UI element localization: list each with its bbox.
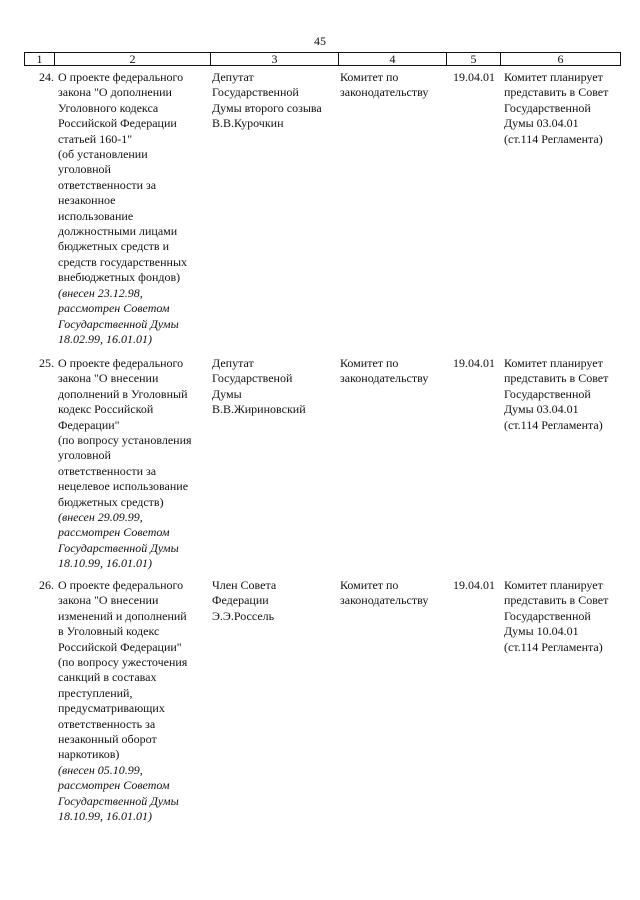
column-header-5: 5: [447, 53, 501, 66]
bill-title-line: Российской Федерации: [58, 116, 177, 131]
column-header-6: 6: [501, 53, 621, 66]
bill-history-note: Государственной Думы: [58, 793, 179, 808]
bill-history-note: рассмотрен Советом: [58, 778, 170, 793]
bill-author-line: Федерации: [212, 593, 269, 608]
column-header-table: [24, 52, 621, 66]
bill-title-line: кодекс Российской: [58, 402, 154, 417]
column-header-4: 4: [339, 53, 447, 66]
bill-title-line: внебюджетных фондов): [58, 270, 181, 285]
bill-history-note: рассмотрен Советом: [58, 525, 170, 540]
responsible-committee: [340, 70, 445, 101]
bill-author-line: Думы второго созыва: [212, 100, 322, 115]
status-line: Думы 03.04.01: [504, 116, 579, 131]
bill-author-line: Депутат: [212, 356, 254, 370]
bill-title-line: ответственности за: [58, 463, 157, 478]
bill-title-line: бюджетных средств): [58, 494, 164, 509]
bill-history-note: (внесен 23.12.98,: [58, 285, 143, 300]
bill-title: [58, 70, 208, 347]
bill-title-line: Российской Федерации": [58, 639, 182, 654]
row-number: 26.: [39, 578, 54, 592]
bill-author: [212, 578, 337, 624]
status-line: представить в Совет: [504, 85, 609, 100]
column-header-2: 2: [55, 53, 211, 66]
bill-author-line: В.В.Жириновский: [212, 402, 306, 417]
bill-title-line: Уголовного кодекса: [58, 100, 159, 115]
consideration-date: 19.04.01: [453, 578, 495, 592]
bill-author-line: Э.Э.Россель: [212, 608, 275, 623]
bill-title-line: незаконное: [58, 193, 116, 208]
status-line: Государственной: [504, 608, 591, 623]
bill-author-line: В.В.Курочкин: [212, 116, 284, 131]
column-header-3: 3: [211, 53, 339, 66]
status-line: (ст.114 Регламента): [504, 639, 603, 654]
status-line: Государственной: [504, 386, 591, 401]
bill-title: [58, 356, 208, 572]
status-note: [504, 70, 622, 147]
status-line: Комитет планирует: [504, 356, 603, 370]
bill-title-line: статьей 160-1": [58, 131, 133, 146]
bill-title-line: О проекте федерального: [58, 356, 184, 370]
bill-title-line: наркотиков): [58, 747, 120, 762]
status-line: представить в Совет: [504, 593, 609, 608]
bill-author: [212, 70, 337, 132]
column-header-row: [25, 53, 621, 66]
status-note: [504, 578, 622, 655]
bill-title-line: изменений и дополнений: [58, 608, 187, 623]
committee-line: Комитет по: [340, 70, 399, 84]
bill-author-line: Член Совета: [212, 578, 277, 592]
status-line: Думы 10.04.01: [504, 624, 579, 639]
status-line: Комитет планирует: [504, 578, 603, 592]
bill-title-line: ответственности за: [58, 177, 157, 192]
bill-title-line: Федерации": [58, 417, 120, 432]
committee-line: законодательству: [340, 593, 429, 608]
bill-history-note: Государственной Думы: [58, 316, 179, 331]
committee-line: Комитет по: [340, 356, 399, 370]
status-note: [504, 356, 622, 433]
bill-history-note: (внесен 29.09.99,: [58, 510, 143, 525]
consideration-date: 19.04.01: [453, 70, 495, 84]
bill-title-line: предусматривающих: [58, 701, 165, 716]
bill-history-note: Государственной Думы: [58, 540, 179, 555]
bill-title-line: использование: [58, 208, 134, 223]
bill-title-line: ответственность за: [58, 716, 156, 731]
responsible-committee: [340, 578, 445, 609]
bill-title-line: (об установлении: [58, 147, 148, 162]
bill-title-line: закона "О дополнении: [58, 85, 172, 100]
bill-history-note: 18.10.99, 16.01.01): [58, 556, 152, 571]
status-line: (ст.114 Регламента): [504, 417, 603, 432]
bill-title-line: незаконный оборот: [58, 732, 157, 747]
status-line: Государственной: [504, 100, 591, 115]
bill-title-line: нецелевое использование: [58, 479, 189, 494]
bill-title-line: санкций в составах: [58, 670, 157, 685]
responsible-committee: [340, 356, 445, 387]
committee-line: законодательству: [340, 85, 429, 100]
bill-title-line: бюджетных средств и: [58, 239, 170, 254]
bill-title-line: О проекте федерального: [58, 578, 184, 592]
bill-title-line: (по вопросу ужесточения: [58, 655, 188, 670]
bill-title-line: должностными лицами: [58, 224, 178, 239]
bill-author-line: Думы: [212, 386, 242, 401]
bill-title-line: дополнений в Уголовный: [58, 386, 188, 401]
bill-title-line: О проекте федерального: [58, 70, 184, 84]
bill-title: [58, 578, 208, 825]
bill-history-note: (внесен 05.10.99,: [58, 762, 143, 777]
status-line: (ст.114 Регламента): [504, 131, 603, 146]
status-line: Комитет планирует: [504, 70, 603, 84]
status-line: представить в Совет: [504, 371, 609, 386]
bill-title-line: закона "О внесении: [58, 593, 159, 608]
consideration-date: 19.04.01: [453, 356, 495, 370]
bill-author-line: Государственой: [212, 371, 293, 386]
committee-line: законодательству: [340, 371, 429, 386]
bill-title-line: уголовной: [58, 162, 111, 177]
bill-title-line: закона "О внесении: [58, 371, 159, 386]
page-number: 45: [314, 34, 326, 48]
committee-line: Комитет по: [340, 578, 399, 592]
bill-title-line: уголовной: [58, 448, 111, 463]
bill-history-note: 18.02.99, 16.01.01): [58, 331, 152, 346]
bill-author: [212, 356, 337, 418]
bill-title-line: средств государственных: [58, 254, 187, 269]
column-header-1: 1: [25, 53, 55, 66]
status-line: Думы 03.04.01: [504, 402, 579, 417]
bill-title-line: (по вопросу установления: [58, 433, 192, 448]
bill-history-note: 18.10.99, 16.01.01): [58, 809, 152, 824]
bill-author-line: Депутат: [212, 70, 254, 84]
bill-title-line: в Уголовный кодекс: [58, 624, 160, 639]
row-number: 24.: [39, 70, 54, 84]
bill-author-line: Государственной: [212, 85, 299, 100]
bill-history-note: рассмотрен Советом: [58, 301, 170, 316]
row-number: 25.: [39, 356, 54, 370]
bill-title-line: преступлений,: [58, 685, 133, 700]
